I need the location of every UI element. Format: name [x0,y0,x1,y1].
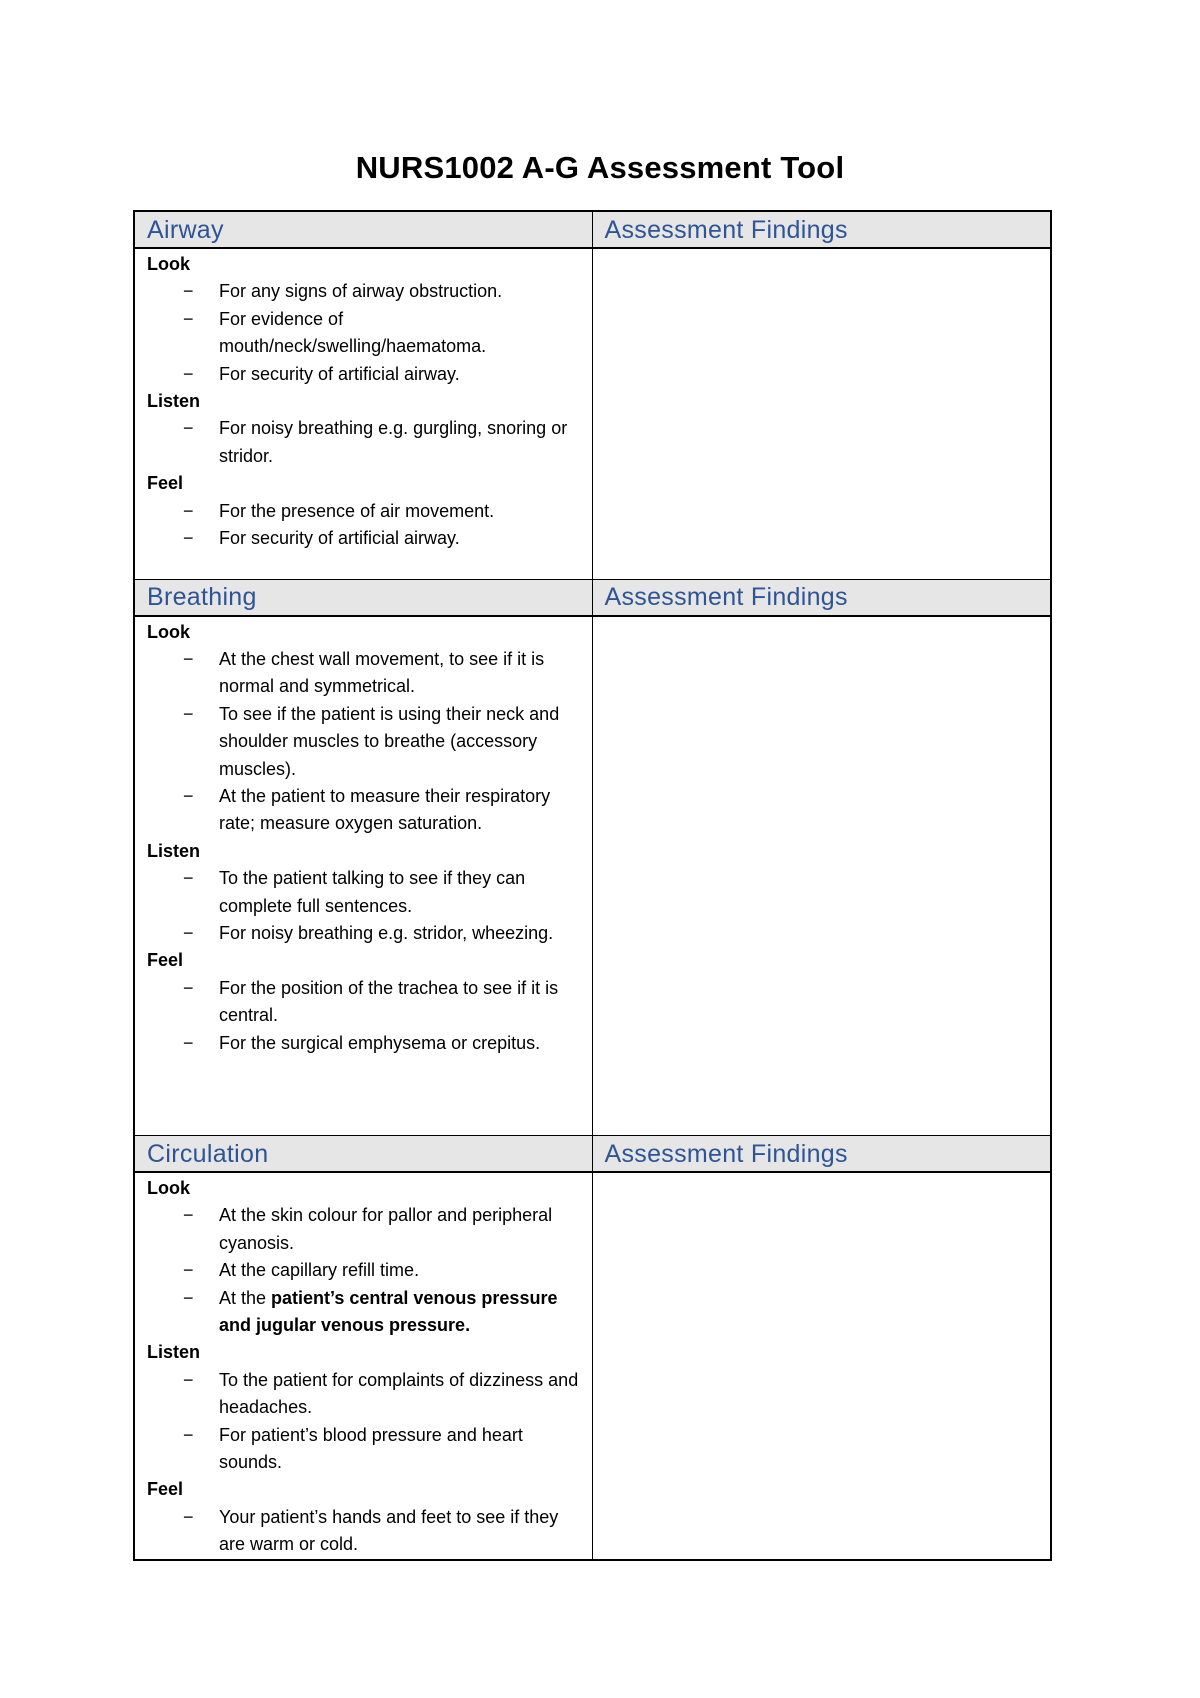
list-item: − For evidence of mouth/neck/swelling/haematoma. [219,306,582,361]
airway-look-label: Look [147,254,190,274]
airway-body-row [134,248,1051,579]
breathing-look-label: Look [147,621,190,642]
circulation-header-row [134,1136,1051,1173]
breathing-feel-list [147,975,582,1057]
airway-findings-heading: Assessment Findings [592,211,1051,248]
breathing-findings-input[interactable] [592,616,1051,1136]
breathing-listen-label: Listen [147,840,201,861]
circulation-listen-label: Listen [147,1342,201,1363]
airway-listen-list [147,415,582,470]
breathing-header-row [134,579,1051,616]
list-item: − To the patient talking to see if they can complete full sentences. [219,865,582,920]
list-item: − For the position of the trachea to see if it is central. [219,975,582,1030]
list-item: − For noisy breathing e.g. stridor, wheezing. [219,920,582,947]
circulation-look-label: Look [147,1178,190,1198]
list-item: − Your patient’s hands and feet to see if they are warm or cold. [219,1504,582,1559]
assessment-table [133,210,1052,1561]
breathing-feel-label: Feel [147,950,184,971]
circulation-findings-input[interactable] [592,1172,1051,1560]
list-item: − At the chest wall movement, to see if it is normal and symmetrical. [219,646,582,701]
breathing-listen-list [147,865,582,947]
page-title: NURS1002 A-G Assessment Tool [355,150,845,185]
list-item: − To see if the patient is using their neck and shoulder muscles to breathe (accessory muscles). [219,701,582,783]
circulation-findings-heading: Assessment Findings [592,1136,1051,1173]
breathing-heading: Breathing [134,579,592,616]
list-item: − At the patient to measure their respiratory rate; measure oxygen saturation. [219,783,582,838]
list-item: − To the patient for complaints of dizziness and headaches. [219,1367,582,1422]
airway-feel-label: Feel [147,473,184,494]
circulation-look-list [147,1202,582,1339]
airway-listen-label: Listen [147,391,201,412]
list-item [219,1285,582,1340]
breathing-findings-heading: Assessment Findings [592,579,1051,616]
breathing-criteria-cell [134,616,592,1136]
list-item: − For the surgical emphysema or crepitus. [219,1030,582,1057]
list-item: − For security of artificial airway. [219,361,582,388]
list-item: − For security of artificial airway. [219,525,582,552]
airway-feel-list [147,498,582,553]
circulation-criteria-cell [134,1172,592,1560]
list-item: − For patient’s blood pressure and heart sounds. [219,1422,582,1477]
cvp-prefix: At the [219,1287,272,1308]
list-item: − At the capillary refill time. [219,1257,582,1284]
airway-look-list [147,278,582,388]
breathing-look-list [147,646,582,838]
airway-header-row [134,211,1051,248]
airway-heading: Airway [134,211,592,248]
list-item: − For any signs of airway obstruction. [219,278,582,305]
circulation-listen-list [147,1367,582,1477]
airway-findings-input[interactable] [592,248,1051,579]
airway-criteria-cell [134,248,592,579]
circulation-feel-label: Feel [147,1479,184,1500]
list-item: − At the skin colour for pallor and peripheral cyanosis. [219,1202,582,1257]
list-item: − For noisy breathing e.g. gurgling, snoring or stridor. [219,415,582,470]
breathing-body-row [134,616,1051,1136]
circulation-body-row [134,1172,1051,1560]
cvp-bold-text: patient’s central venous pressure and jugular venous pressure. [219,1287,558,1336]
circulation-heading: Circulation [134,1136,592,1173]
circulation-feel-list [147,1504,582,1559]
list-item: − For the presence of air movement. [219,498,582,525]
